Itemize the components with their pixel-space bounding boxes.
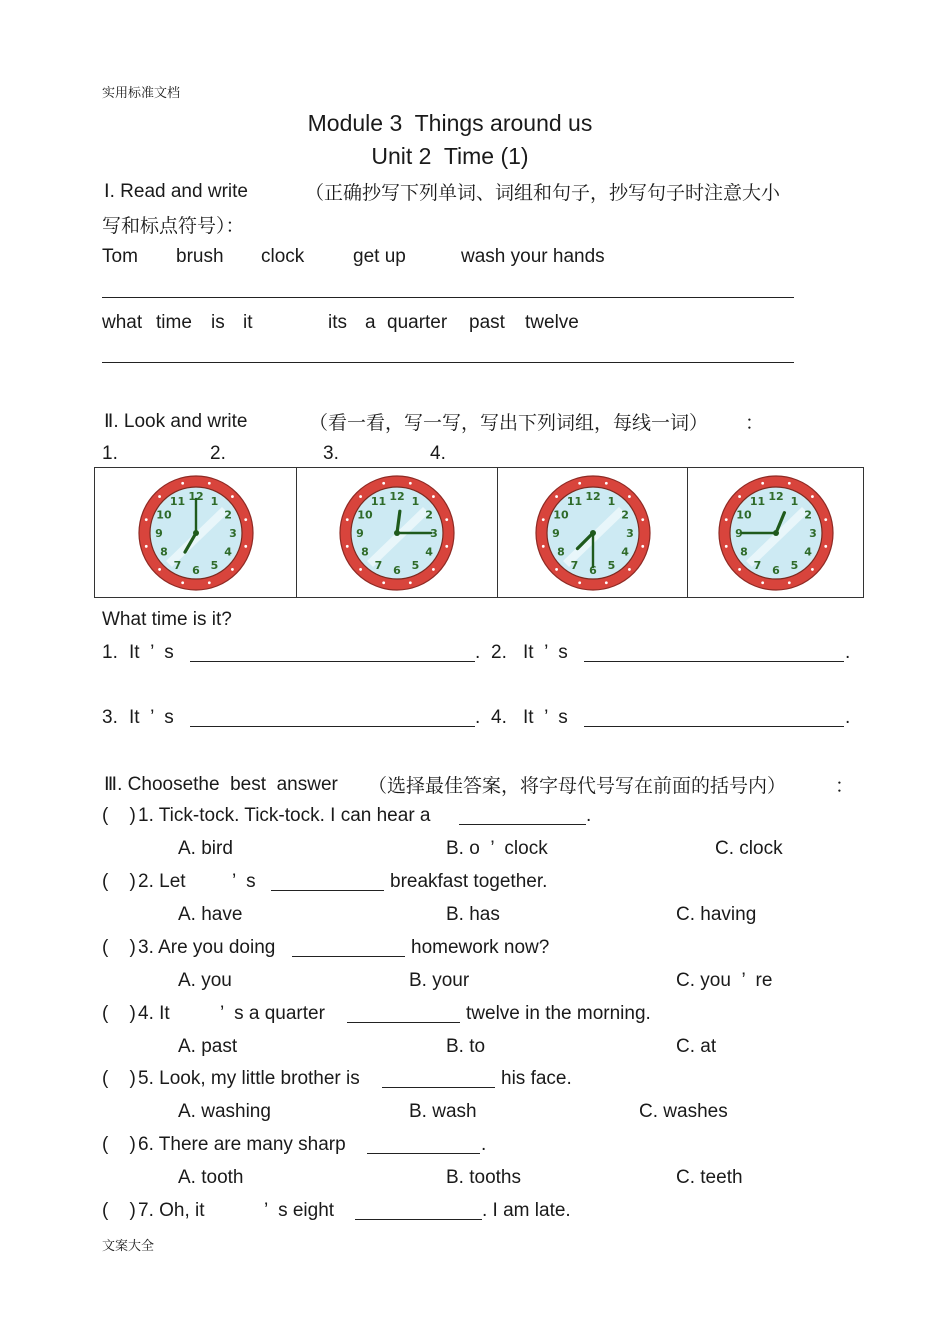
section2-heading: Ⅱ. Look and write — [104, 411, 248, 432]
module-title: Module 3 Things around us — [307, 110, 593, 136]
q3-paren[interactable]: ( ) — [102, 937, 136, 958]
q2-stem: 2. Let — [138, 871, 186, 892]
rim-dot — [628, 568, 631, 571]
q7-stem: 7. Oh, it — [138, 1200, 205, 1221]
rim-dot — [541, 518, 544, 521]
answer-3-prefix: It ’ s — [129, 707, 174, 728]
rim-dot — [604, 481, 607, 484]
clock-numeral: 8 — [159, 545, 168, 558]
q2-option-b: B. has — [446, 904, 500, 925]
clock-numeral: 1 — [607, 494, 615, 508]
rim-dot — [409, 481, 412, 484]
answer-3-blank[interactable] — [190, 726, 475, 727]
clock-number-2: 2. — [210, 443, 226, 464]
clock-2-icon — [337, 473, 457, 593]
clock-3-icon — [533, 473, 653, 593]
q2-stem-mid: ’ s — [232, 871, 256, 892]
rim-dot — [738, 568, 741, 571]
clock-numeral: 12 — [187, 489, 204, 503]
clock-numeral: 4 — [425, 545, 433, 558]
answer-2-blank[interactable] — [584, 661, 844, 662]
q3-stem: 3. Are you doing — [138, 937, 276, 958]
clock-numeral: 8 — [739, 545, 748, 558]
q7-stem-end: . I am late. — [482, 1200, 571, 1221]
q5-stem-end: his face. — [501, 1068, 572, 1089]
q6-option-a: A. tooth — [178, 1167, 244, 1188]
rim-dot — [445, 544, 448, 547]
rim-dot — [382, 481, 385, 484]
answer-1-period: . — [475, 642, 481, 663]
rim-dot — [555, 495, 558, 498]
clock-numeral: 11 — [370, 494, 387, 508]
clock-numeral: 4 — [223, 545, 232, 558]
rim-dot — [346, 518, 349, 521]
clock-numeral: 1 — [790, 494, 798, 508]
rim-dot — [787, 481, 790, 484]
answer-4-prefix: It ’ s — [523, 707, 568, 728]
clock-numeral: 8 — [556, 545, 565, 558]
q1-blank — [459, 824, 586, 825]
clock-numeral: 9 — [734, 526, 743, 540]
answer-1-prefix: It ’ s — [129, 642, 174, 663]
rim-dot — [207, 481, 210, 484]
rim-dot — [787, 581, 790, 584]
clock-numeral: 3 — [430, 526, 438, 540]
rim-dot — [738, 495, 741, 498]
rim-dot — [231, 495, 234, 498]
what-time-question: What time is it? — [102, 609, 232, 630]
clock-numeral: 11 — [169, 494, 185, 508]
q4-option-a: A. past — [178, 1036, 238, 1057]
clock-numeral: 6 — [393, 563, 401, 577]
rim-dot — [641, 544, 644, 547]
clock-numeral: 10 — [735, 508, 752, 521]
q5-option-c: C. washes — [639, 1101, 728, 1122]
clock-numeral: 2 — [425, 508, 433, 521]
clock-numeral: 11 — [566, 494, 582, 508]
q4-paren[interactable]: ( ) — [102, 1003, 136, 1024]
rim-dot — [382, 581, 385, 584]
clock-numeral: 7 — [753, 558, 761, 572]
clock-numeral: 12 — [584, 489, 601, 503]
rim-dot — [445, 518, 448, 521]
clock-numeral: 3 — [625, 526, 634, 540]
q2-option-a: A. have — [178, 904, 243, 925]
clock-numeral: 8 — [361, 545, 369, 558]
rim-dot — [811, 568, 814, 571]
rim-dot — [346, 544, 349, 547]
clock-number-1: 1. — [102, 443, 118, 464]
q1-option-c: C. clock — [715, 838, 783, 859]
rim-dot — [409, 581, 412, 584]
word-time: time — [156, 312, 192, 333]
q4-stem-end: twelve in the morning. — [466, 1003, 651, 1024]
rim-dot — [824, 544, 827, 547]
clock-cell-2 — [297, 468, 498, 597]
q3-option-a: A. you — [178, 970, 232, 991]
answer-2-prefix: It ’ s — [523, 642, 568, 663]
q5-blank — [382, 1087, 495, 1088]
rim-dot — [181, 581, 184, 584]
q2-blank — [271, 890, 384, 891]
word-tom: Tom — [102, 246, 138, 267]
rim-dot — [244, 544, 247, 547]
clock-numeral: 10 — [155, 508, 172, 521]
q1-option-a: A. bird — [178, 838, 233, 859]
word-wash-your-hands: wash your hands — [461, 246, 605, 267]
q5-option-b: B. wash — [409, 1101, 477, 1122]
clock-numeral: 2 — [620, 508, 629, 521]
rim-dot — [144, 518, 147, 521]
clock-numeral: 6 — [771, 563, 780, 577]
copy-line-1[interactable] — [102, 297, 794, 298]
q2-option-c: C. having — [676, 904, 757, 925]
clock-cell-3 — [498, 468, 688, 597]
q4-option-c: C. at — [676, 1036, 717, 1057]
q4-stem-mid: ’ s a quarter — [220, 1003, 325, 1024]
rim-dot — [604, 581, 607, 584]
rim-dot — [244, 518, 247, 521]
clock-numeral: 1 — [411, 494, 420, 508]
section1-heading: Ⅰ. Read and write — [104, 181, 248, 202]
word-twelve: twelve — [525, 312, 579, 333]
clock-numeral: 5 — [411, 558, 420, 572]
rim-dot — [359, 495, 362, 498]
clock-4-icon — [716, 473, 836, 593]
clock-numeral: 1 — [210, 494, 218, 508]
clock-numeral: 12 — [389, 489, 405, 503]
clock-number-3: 3. — [323, 443, 339, 464]
clock-numeral: 2 — [803, 508, 812, 521]
q6-option-c: C. teeth — [676, 1167, 743, 1188]
clock-numeral: 6 — [191, 563, 200, 577]
q3-stem-end: homework now? — [411, 937, 550, 958]
q2-paren[interactable]: ( ) — [102, 871, 136, 892]
rim-dot — [158, 495, 161, 498]
clock-numeral: 9 — [356, 526, 364, 540]
section1-instruction-2: 写和标点符号）： — [102, 215, 245, 237]
answer-2-number: 2. — [491, 642, 507, 663]
clock-number-4: 4. — [430, 443, 446, 464]
clock-numeral: 4 — [620, 545, 629, 558]
word-clock: clock — [261, 246, 305, 267]
word-quarter: quarter — [387, 312, 448, 333]
clock-numeral: 10 — [357, 508, 373, 521]
word-get-up: get up — [353, 246, 406, 267]
q7-stem-mid: ’ s eight — [264, 1200, 335, 1221]
clock-center — [590, 530, 596, 536]
section3-instruction: （选择最佳答案，将字母代号写在前面的括号内） — [368, 775, 787, 797]
clock-numeral: 4 — [803, 545, 812, 558]
q6-blank — [367, 1153, 480, 1154]
clock-numeral: 6 — [588, 563, 597, 577]
section3-heading: Ⅲ. Choosethe best answer — [104, 774, 338, 795]
word-its: its — [328, 312, 347, 333]
clock-numeral: 3 — [808, 526, 817, 540]
q6-option-b: B. tooths — [446, 1167, 521, 1188]
q5-option-a: A. washing — [178, 1101, 271, 1122]
word-is: is — [211, 312, 225, 333]
clock-cell-4 — [688, 468, 863, 597]
q1-stem: 1. Tick-tock. Tick-tock. I can hear a — [138, 805, 431, 826]
rim-dot — [158, 568, 161, 571]
rim-dot — [207, 581, 210, 584]
answer-4-period: . — [845, 707, 851, 728]
clock-1-icon — [136, 473, 256, 593]
rim-dot — [181, 481, 184, 484]
rim-dot — [432, 568, 435, 571]
answer-4-number: 4. — [491, 707, 507, 728]
word-brush: brush — [176, 246, 224, 267]
copy-line-2[interactable] — [102, 362, 794, 363]
q6-stem-end: . — [481, 1134, 487, 1155]
clock-numeral: 9 — [154, 526, 163, 540]
q3-option-c: C. you ’ re — [676, 970, 773, 991]
answer-3-number: 3. — [102, 707, 118, 728]
answer-1-number: 1. — [102, 642, 118, 663]
answer-1-blank[interactable] — [190, 661, 475, 662]
rim-dot — [628, 495, 631, 498]
rim-dot — [231, 568, 234, 571]
clock-table — [94, 467, 864, 598]
q4-blank — [347, 1022, 460, 1023]
rim-dot — [811, 495, 814, 498]
q5-paren[interactable]: ( ) — [102, 1068, 136, 1089]
clock-numeral: 5 — [210, 558, 218, 572]
rim-dot — [578, 481, 581, 484]
q1-stem-end: . — [586, 805, 592, 826]
header-note: 实用标准文档 — [102, 86, 181, 101]
q3-option-b: B. your — [409, 970, 470, 991]
unit-title: Unit 2 Time (1) — [371, 143, 529, 169]
rim-dot — [578, 581, 581, 584]
answer-3-period: . — [475, 707, 481, 728]
section2-instruction: （看一看，写一写，写出下列词组，每线一词） — [309, 412, 709, 434]
q7-paren[interactable]: ( ) — [102, 1200, 136, 1221]
clock-numeral: 3 — [228, 526, 237, 540]
section2-colon: ： — [745, 412, 765, 434]
clock-numeral: 10 — [552, 508, 569, 521]
clock-numeral: 11 — [749, 494, 765, 508]
answer-2-period: . — [845, 642, 851, 663]
word-what: what — [102, 312, 143, 333]
clock-numeral: 9 — [551, 526, 560, 540]
rim-dot — [824, 518, 827, 521]
clock-cell-1 — [95, 468, 297, 597]
section3-colon: ： — [835, 775, 855, 797]
q4-stem: 4. It — [138, 1003, 170, 1024]
word-it: it — [243, 312, 253, 333]
clock-numeral: 5 — [790, 558, 798, 572]
rim-dot — [724, 518, 727, 521]
rim-dot — [144, 544, 147, 547]
rim-dot — [761, 581, 764, 584]
q3-blank — [292, 956, 405, 957]
clock-center — [773, 530, 779, 536]
clock-center — [394, 530, 400, 536]
clock-numeral: 7 — [173, 558, 181, 572]
word-a: a — [365, 312, 376, 333]
rim-dot — [359, 568, 362, 571]
clock-numeral: 7 — [570, 558, 578, 572]
rim-dot — [724, 544, 727, 547]
rim-dot — [432, 495, 435, 498]
clock-numeral: 5 — [607, 558, 615, 572]
q5-stem: 5. Look, my little brother is — [138, 1068, 360, 1089]
q7-blank — [355, 1219, 482, 1220]
rim-dot — [555, 568, 558, 571]
clock-center — [193, 530, 199, 536]
rim-dot — [761, 481, 764, 484]
q4-option-b: B. to — [446, 1036, 486, 1057]
section1-instruction-1: （正确抄写下列单词、词组和句子，抄写句子时注意大小 — [305, 182, 781, 204]
q6-stem: 6. There are many sharp — [138, 1134, 346, 1155]
clock-numeral: 2 — [223, 508, 232, 521]
rim-dot — [541, 544, 544, 547]
q6-paren[interactable]: ( ) — [102, 1134, 136, 1155]
q1-option-b: B. o ’ clock — [446, 838, 548, 859]
footer-note: 文案大全 — [102, 1239, 155, 1254]
rim-dot — [641, 518, 644, 521]
word-past: past — [469, 312, 505, 333]
q2-stem-end: breakfast together. — [390, 871, 548, 892]
clock-numeral: 7 — [374, 558, 383, 572]
clock-numeral: 12 — [767, 489, 784, 503]
answer-4-blank[interactable] — [584, 726, 844, 727]
q1-paren[interactable]: ( ) — [102, 805, 136, 826]
